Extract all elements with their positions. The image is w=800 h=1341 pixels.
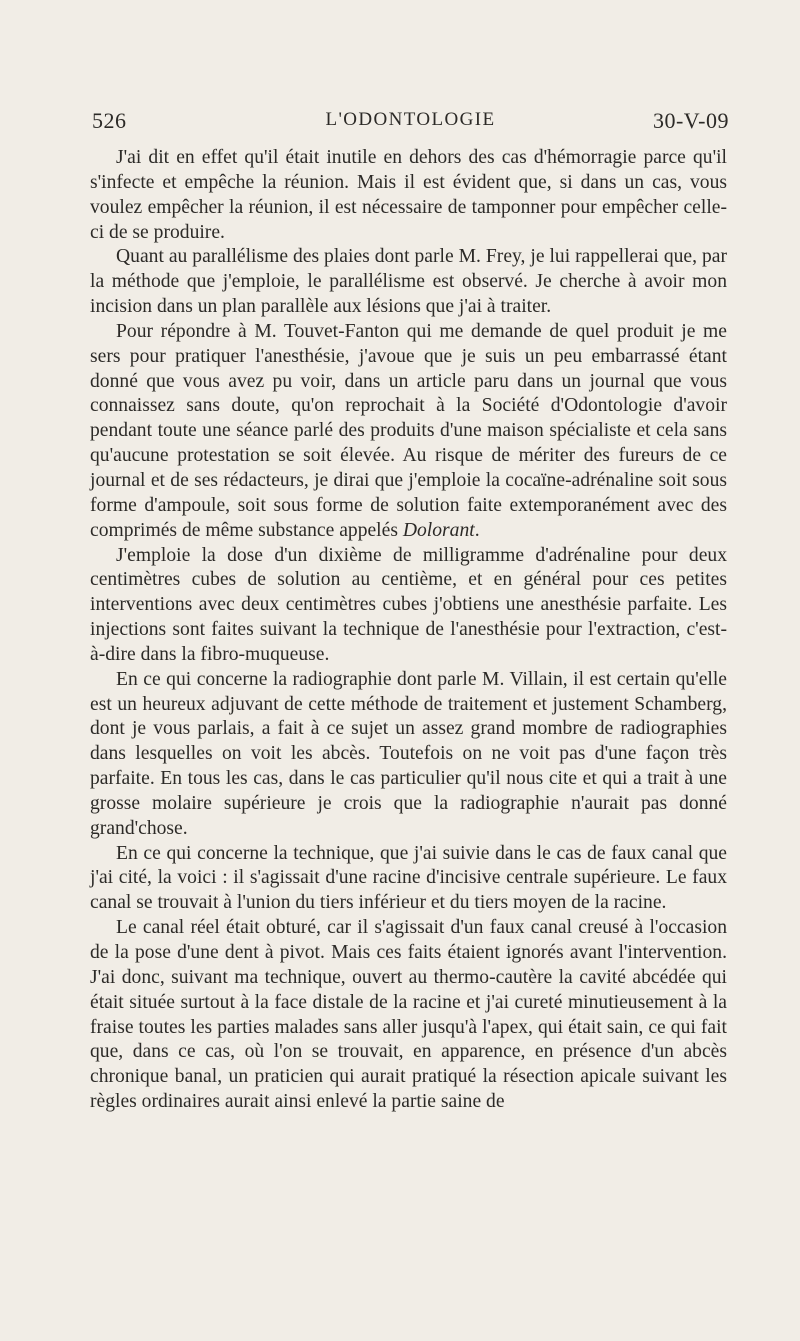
issue-date: 30-V-09 <box>652 108 729 133</box>
paragraph-7: Le canal réel était obturé, car il s'agissait d'un faux canal creusé à l'occasion de la pose d'une dent à pivot. Mais ces faits étaient ignorés avant l'intervention. J'ai donc, suivant ma technique, ouvert au thermo-cautère la cavité abcédée qui était située surtout à la face distale de la racine et j'ai cureté minutieusement à la fraise toutes les parties malades sans aller jusqu'à l'apex, qui était sain, ce qui fait que, dans ce cas, où l'on se trouvait, en apparence, en présence d'un abcès chronique banal, un praticien qui aurait pratiqué la résection apicale suivant les règles ordinaires aurait ainsi enlevé la partie saine de <box>90 917 727 1113</box>
paragraph-3-end: . <box>474 519 480 541</box>
paragraph-2: Quant au parallélisme des plaies dont parle M. Frey, je lui rappellerai que, par la méthode que j'emploie, le parallélisme est observé. Je cherche à avoir mon incision dans un plan parallèle aux lésions que j'ai à traiter. <box>90 246 727 318</box>
paragraph-3-text: Pour répondre à M. Touvet-Fanton qui me demande de quel produit je me sers pour pratiquer l'anesthésie, j'avoue que je suis un peu embarrassé étant donné que vous avez pu voir, dans un article paru dans un journal que vous connaissez sans doute, qu'on reprochait à la Société d'Odontologie d'avoir pendant toute une séance parlé des produits d'une maison spécialiste et cela sans qu'aucune protestation se soit élevée. Au risque de mériter des fureurs de ce journal et de ses rédacteurs, je dirai que j'emploie la cocaïne-adrénaline soit sous forme d'ampoule, soit sous forme de solution faite extemporanément avec des comprimés de même substance appelés <box>90 320 727 541</box>
paragraph-5: En ce qui concerne la radiographie dont parle M. Villain, il est certain qu'elle est un heureux adjuvant de cette méthode de traitement et justement Schamberg, dont je vous parlais, a fait à ce sujet un assez grand mombre de radiographies dans lesquelles on voit les abcès. Toutefois on ne voit pas d'une façon très parfaite. En tous les cas, dans le cas particulier qu'il nous cite et qui a trait à une grosse molaire supérieure je crois que la radiographie n'aurait pas donné grand'chose. <box>90 668 727 839</box>
paragraph-6: En ce qui concerne la technique, que j'ai suivie dans le cas de faux canal que j'ai cité, la voici : il s'agissait d'une racine d'incisive centrale supérieure. Le faux canal se trouvait à l'union du tiers inférieur et du tiers moyen de la racine. <box>90 842 727 914</box>
paragraph-4: J'emploie la dose d'un dixième de milligramme d'adrénaline pour deux centimètres cubes de solution au centième, et en général pour ces petites interventions avec deux centimètres cubes j'obtiens une anesthésie parfaite. Les injections sont faites suivant la technique de l'anesthésie pour l'extraction, c'est-à-dire dans la fibro-muqueuse. <box>90 544 727 665</box>
running-header <box>92 108 729 138</box>
page-number: 526 <box>92 108 127 133</box>
product-name: Dolorant <box>402 519 475 541</box>
paragraph-3 <box>90 320 727 544</box>
paragraph-1: J'ai dit en effet qu'il était inutile en dehors des cas d'hémorragie parce qu'il s'infecte et empêche la réunion. Mais il est évident que, si dans un cas, vous voulez empêcher la réunion, il est nécessaire de tamponner pour empêcher celle-ci de se produire. <box>90 147 727 243</box>
article-body <box>90 146 727 1115</box>
journal-title: L'ODONTOLOGIE <box>325 109 496 130</box>
